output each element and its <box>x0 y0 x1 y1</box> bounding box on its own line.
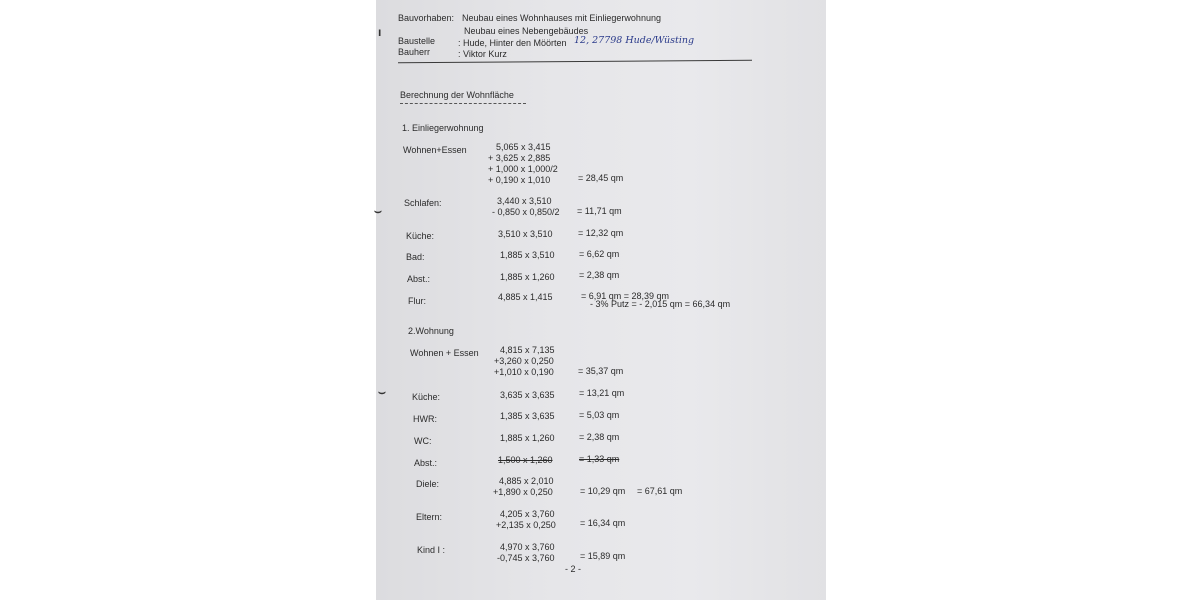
unit1-kueche-result: = 12,32 qm <box>578 228 624 238</box>
header-rule <box>398 60 752 63</box>
page-number: - 2 - <box>565 564 582 574</box>
section-title: Berechnung der Wohnfläche <box>400 90 514 100</box>
unit1-abst-label: Abst.: <box>407 274 431 284</box>
unit2-eltern-result: = 16,34 qm <box>580 518 626 528</box>
bauherr-label: Bauherr <box>398 47 431 57</box>
unit1-title: 1. Einliegerwohnung <box>402 123 484 133</box>
unit2-diele-line: 4,885 x 2,010 <box>499 476 554 486</box>
unit2-kind-result: = 15,89 qm <box>580 551 626 561</box>
unit1-wohnen-line: + 3,625 x 2,885 <box>488 153 551 163</box>
unit2-wohnen-line: +1,010 x 0,190 <box>494 367 554 377</box>
unit2-wohnen-label: Wohnen + Essen <box>410 348 479 358</box>
unit1-kueche-calc: 3,510 x 3,510 <box>498 229 553 239</box>
unit2-kueche-result: = 13,21 qm <box>579 388 625 398</box>
unit2-wohnen-result: = 35,37 qm <box>578 366 624 376</box>
unit1-bad-result: = 6,62 qm <box>579 249 620 259</box>
unit2-kind-label: Kind I : <box>417 545 446 555</box>
baustelle-handwritten: 12, 27798 Hude/Wüsting <box>574 35 695 46</box>
unit2-wc-calc: 1,885 x 1,260 <box>500 433 555 443</box>
unit2-hwr-result: = 5,03 qm <box>579 410 620 420</box>
unit1-wohnen-result: = 28,45 qm <box>578 173 624 183</box>
unit1-wohnen-line: + 1,000 x 1,000/2 <box>488 164 558 174</box>
unit1-schlafen-result: = 11,71 qm <box>577 206 622 216</box>
unit2-eltern-label: Eltern: <box>416 512 443 522</box>
unit2-kueche-calc: 3,635 x 3,635 <box>500 390 555 400</box>
unit1-schlafen-line: - 0,850 x 0,850/2 <box>492 207 560 217</box>
unit2-wohnen-line: 4,815 x 7,135 <box>500 345 555 355</box>
unit2-diele-line: +1,890 x 0,250 <box>493 487 553 497</box>
unit1-wohnen-label: Wohnen+Essen <box>403 145 467 155</box>
unit1-kueche-label: Küche: <box>406 231 435 241</box>
document-page <box>376 0 826 600</box>
unit2-hwr-label: HWR: <box>413 414 437 424</box>
unit2-wohnen-line: +3,260 x 0,250 <box>494 356 554 366</box>
unit2-diele-total: = 67,61 qm <box>637 486 683 496</box>
unit2-hwr-calc: 1,385 x 3,635 <box>500 411 555 421</box>
unit1-wohnen-line: 5,065 x 3,415 <box>496 142 551 152</box>
bauvorhaben-line2: Neubau eines Nebengebäudes <box>464 26 589 36</box>
unit1-abst-result: = 2,38 qm <box>579 270 620 280</box>
unit2-kueche-label: Küche: <box>412 392 441 402</box>
unit2-diele-result: = 10,29 qm <box>580 486 626 496</box>
unit2-abst-calc: 1,500 x 1,260 <box>498 455 553 465</box>
unit2-abst-result: = 1,33 qm <box>579 454 620 464</box>
unit1-schlafen-line: 3,440 x 3,510 <box>497 196 552 206</box>
section-title-underline <box>400 103 526 104</box>
unit1-flur-label: Flur: <box>408 296 426 306</box>
bauherr-value: : Viktor Kurz <box>458 49 507 59</box>
unit1-bad-calc: 1,885 x 3,510 <box>500 250 555 260</box>
unit2-abst-label: Abst.: <box>414 458 438 468</box>
check-mark: ⌣ <box>378 385 386 399</box>
unit1-schlafen-label: Schlafen: <box>404 198 442 208</box>
bauvorhaben-label: Bauvorhaben: <box>398 13 455 23</box>
pen-mark: ı <box>378 25 382 39</box>
unit1-flur-calc: 4,885 x 1,415 <box>498 292 553 302</box>
unit2-eltern-line: +2,135 x 0,250 <box>496 520 556 530</box>
unit2-wc-label: WC: <box>414 436 432 446</box>
unit2-title: 2.Wohnung <box>408 326 454 336</box>
unit1-abst-calc: 1,885 x 1,260 <box>500 272 555 282</box>
check-mark: ⌣ <box>374 204 382 218</box>
baustelle-label: Baustelle <box>398 36 436 46</box>
unit2-kind-line: 4,970 x 3,760 <box>500 542 555 552</box>
bauvorhaben-line1: Neubau eines Wohnhauses mit Einliegerwohnung <box>462 13 661 23</box>
unit2-kind-line: -0,745 x 3,760 <box>497 553 555 563</box>
unit1-flur-putz: - 3% Putz = - 2,015 qm = 66,34 qm <box>590 299 731 309</box>
unit1-flur-result: = 6,91 qm = 28,39 qm <box>581 291 670 301</box>
unit2-eltern-line: 4,205 x 3,760 <box>500 509 555 519</box>
unit1-bad-label: Bad: <box>406 252 425 262</box>
unit2-wc-result: = 2,38 qm <box>579 432 620 442</box>
baustelle-value: : Hude, Hinter den Möörten <box>458 38 567 48</box>
unit1-wohnen-line: + 0,190 x 1,010 <box>488 175 551 185</box>
unit2-diele-label: Diele: <box>416 479 440 489</box>
